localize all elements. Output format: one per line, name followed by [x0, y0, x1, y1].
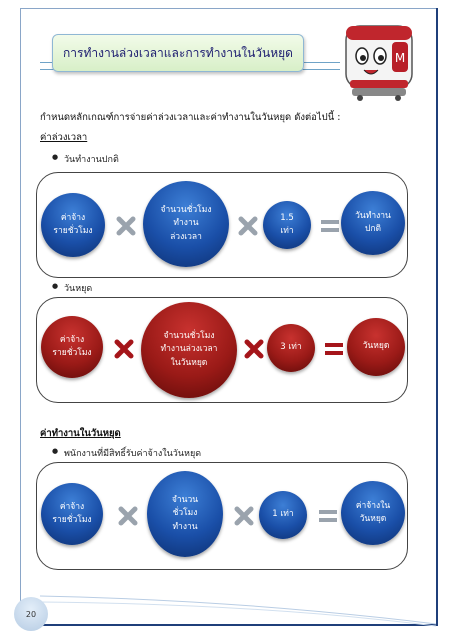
holiday-bullet: ● วันหยุด	[64, 281, 92, 295]
hourly-wage-circle: ค่าจ้าง รายชั่วโมง	[41, 193, 105, 257]
normal-day-formula-panel	[36, 172, 408, 278]
normal-day-bullet: ● วันทำงานปกติ	[64, 152, 119, 166]
frame-top	[20, 8, 438, 9]
page-number: 20	[14, 597, 48, 631]
multiply-icon	[113, 338, 135, 360]
hourly-wage-circle: ค่าจ้าง รายชั่วโมง	[41, 483, 103, 545]
result-circle: วันทำงาน ปกติ	[341, 191, 405, 255]
holiday-formula-panel	[36, 297, 408, 403]
intro-text: กำหนดหลักเกณฑ์การจ่ายค่าล่วงเวลาและค่าทำงานในวันหยุด ดังต่อไปนี้ :	[40, 112, 341, 123]
svg-text:M: M	[394, 51, 406, 65]
equals-icon	[317, 505, 339, 527]
frame-right	[436, 8, 438, 626]
equals-icon	[323, 338, 345, 360]
multiply-icon	[115, 215, 137, 237]
multiply-icon	[117, 505, 139, 527]
overtime-heading: ค่าล่วงเวลา	[40, 132, 88, 143]
eligible-employee-bullet: ● พนักงานที่มีสิทธิ์รับค่าจ้างในวันหยุด	[64, 446, 201, 460]
holiday-work-formula-panel	[36, 462, 408, 570]
holiday-overtime-hours-circle: จำนวนชั่วโมง ทำงานล่วงเวลา ในวันหยุด	[141, 302, 237, 398]
page-title: การทำงานล่วงเวลาและการทำงานในวันหยุด	[52, 34, 304, 72]
result-circle: วันหยุด	[347, 318, 405, 376]
frame-left	[20, 8, 21, 608]
rate-circle: 1.5 เท่า	[263, 201, 311, 249]
result-circle: ค่าจ้างใน วันหยุด	[341, 481, 405, 545]
multiply-icon	[237, 215, 259, 237]
multiply-icon	[233, 505, 255, 527]
hours-worked-circle: จำนวน ชั่วโมง ทำงาน	[147, 471, 223, 557]
rate-circle: 3 เท่า	[267, 324, 315, 372]
hourly-wage-circle: ค่าจ้าง รายชั่วโมง	[41, 316, 103, 378]
train-mascot-icon	[340, 18, 418, 104]
overtime-hours-circle: จำนวนชั่วโมง ทำงาน ล่วงเวลา	[143, 181, 229, 267]
holiday-work-heading: ค่าทำงานในวันหยุด	[40, 428, 121, 439]
decorative-curve	[40, 590, 440, 630]
multiply-icon	[243, 338, 265, 360]
equals-icon	[319, 215, 341, 237]
rate-circle: 1 เท่า	[259, 491, 307, 539]
